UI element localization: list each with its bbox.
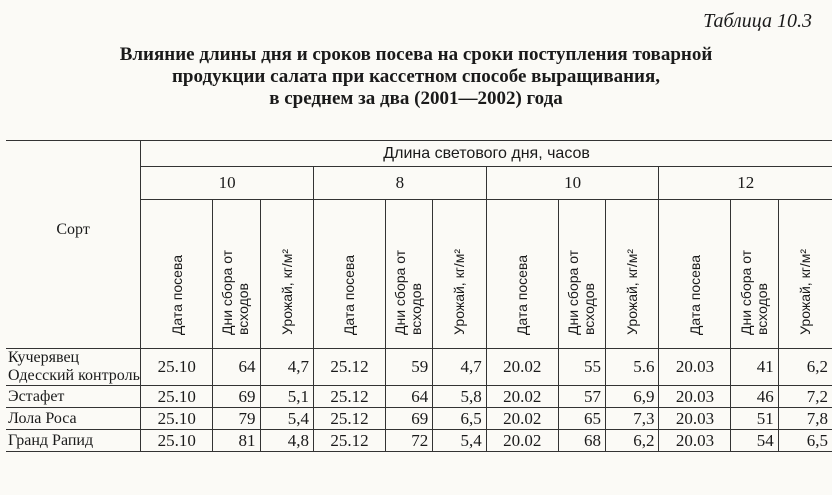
yield-cell: 6,9 xyxy=(606,386,659,408)
table-row xyxy=(6,386,832,408)
harvest-days-cell: 72 xyxy=(385,430,432,452)
harvest-days-cell: 64 xyxy=(385,386,432,408)
title-line-2: продукции салата при кассетном способе выращивания, xyxy=(171,66,661,87)
harvest-days-cell: 57 xyxy=(558,386,605,408)
harvest-days-cell: 69 xyxy=(385,408,432,430)
data-table xyxy=(6,140,832,452)
day-length-header: Длина светового дня, часов xyxy=(141,141,832,167)
day-length-group-4: 12 xyxy=(659,167,832,200)
variety-name-cell: Эстафет xyxy=(6,386,141,408)
subheader-harvest-days: Дни сбора от всходов xyxy=(731,200,778,349)
sowing-date-cell: 20.02 xyxy=(486,408,558,430)
sowing-date-cell: 20.03 xyxy=(659,430,731,452)
yield-cell: 5,4 xyxy=(260,408,313,430)
variety-name-cell: Лола Роса xyxy=(6,408,141,430)
sowing-date-cell: 25.10 xyxy=(141,408,213,430)
yield-cell: 4,7 xyxy=(433,349,486,386)
sowing-date-cell: 25.10 xyxy=(141,349,213,386)
sowing-date-cell: 20.02 xyxy=(486,386,558,408)
yield-cell: 6,5 xyxy=(778,430,832,452)
subheader-yield: Урожай, кг/м² xyxy=(433,200,486,349)
day-length-group-3: 10 xyxy=(486,167,659,200)
table-row xyxy=(6,430,832,452)
yield-cell: 4,7 xyxy=(260,349,313,386)
harvest-days-cell: 64 xyxy=(213,349,260,386)
sowing-date-cell: 20.03 xyxy=(659,386,731,408)
yield-cell: 5,4 xyxy=(433,430,486,452)
variety-name-cell: Гранд Рапид xyxy=(6,430,141,452)
harvest-days-cell: 54 xyxy=(731,430,778,452)
harvest-days-cell: 41 xyxy=(731,349,778,386)
table-row xyxy=(6,408,832,430)
yield-cell: 7,8 xyxy=(778,408,832,430)
yield-cell: 6,5 xyxy=(433,408,486,430)
sowing-date-cell: 25.10 xyxy=(141,386,213,408)
harvest-days-cell: 46 xyxy=(731,386,778,408)
subheader-yield: Урожай, кг/м² xyxy=(606,200,659,349)
yield-cell: 7,2 xyxy=(778,386,832,408)
day-length-group-1: 10 xyxy=(141,167,314,200)
variety-name-cell: Кучерявец Одесский контроль xyxy=(8,349,140,384)
yield-cell: 5,8 xyxy=(433,386,486,408)
title-line-3: в среднем за два (2001—2002) года xyxy=(269,88,563,109)
yield-cell: 6,2 xyxy=(778,349,832,386)
subheader-harvest-days: Дни сбора от всходов xyxy=(558,200,605,349)
title-line-1: Влияние длины дня и сроков посева на сроки поступления товарной xyxy=(119,44,713,65)
harvest-days-cell: 59 xyxy=(385,349,432,386)
sowing-date-cell: 20.03 xyxy=(659,349,731,386)
harvest-days-cell: 79 xyxy=(213,408,260,430)
sowing-date-cell: 25.12 xyxy=(313,349,385,386)
table-row xyxy=(6,349,832,386)
harvest-days-cell: 51 xyxy=(731,408,778,430)
harvest-days-cell: 81 xyxy=(213,430,260,452)
yield-cell: 5.6 xyxy=(606,349,659,386)
yield-cell: 7,3 xyxy=(606,408,659,430)
harvest-days-cell: 69 xyxy=(213,386,260,408)
subheader-harvest-days: Дни сбора от всходов xyxy=(213,200,260,349)
table-number-label: Таблица 10.3 xyxy=(703,10,812,32)
sowing-date-cell: 20.02 xyxy=(486,349,558,386)
table-title xyxy=(0,44,832,110)
sowing-date-cell: 25.10 xyxy=(141,430,213,452)
sowing-date-cell: 20.02 xyxy=(486,430,558,452)
subheader-yield: Урожай, кг/м² xyxy=(778,200,832,349)
subheader-sowing-date: Дата посева xyxy=(659,200,731,349)
yield-cell: 4,8 xyxy=(260,430,313,452)
harvest-days-cell: 65 xyxy=(558,408,605,430)
subheader-sowing-date: Дата посева xyxy=(313,200,385,349)
subheader-yield: Урожай, кг/м² xyxy=(260,200,313,349)
day-length-group-2: 8 xyxy=(313,167,486,200)
sowing-date-cell: 25.12 xyxy=(313,430,385,452)
yield-cell: 6,2 xyxy=(606,430,659,452)
sowing-date-cell: 20.03 xyxy=(659,408,731,430)
subheader-sowing-date: Дата посева xyxy=(486,200,558,349)
subheader-harvest-days: Дни сбора от всходов xyxy=(385,200,432,349)
harvest-days-cell: 68 xyxy=(558,430,605,452)
subheader-sowing-date: Дата посева xyxy=(141,200,213,349)
yield-cell: 5,1 xyxy=(260,386,313,408)
variety-column-header: Сорт xyxy=(6,141,141,349)
sowing-date-cell: 25.12 xyxy=(313,386,385,408)
harvest-days-cell: 55 xyxy=(558,349,605,386)
sowing-date-cell: 25.12 xyxy=(313,408,385,430)
